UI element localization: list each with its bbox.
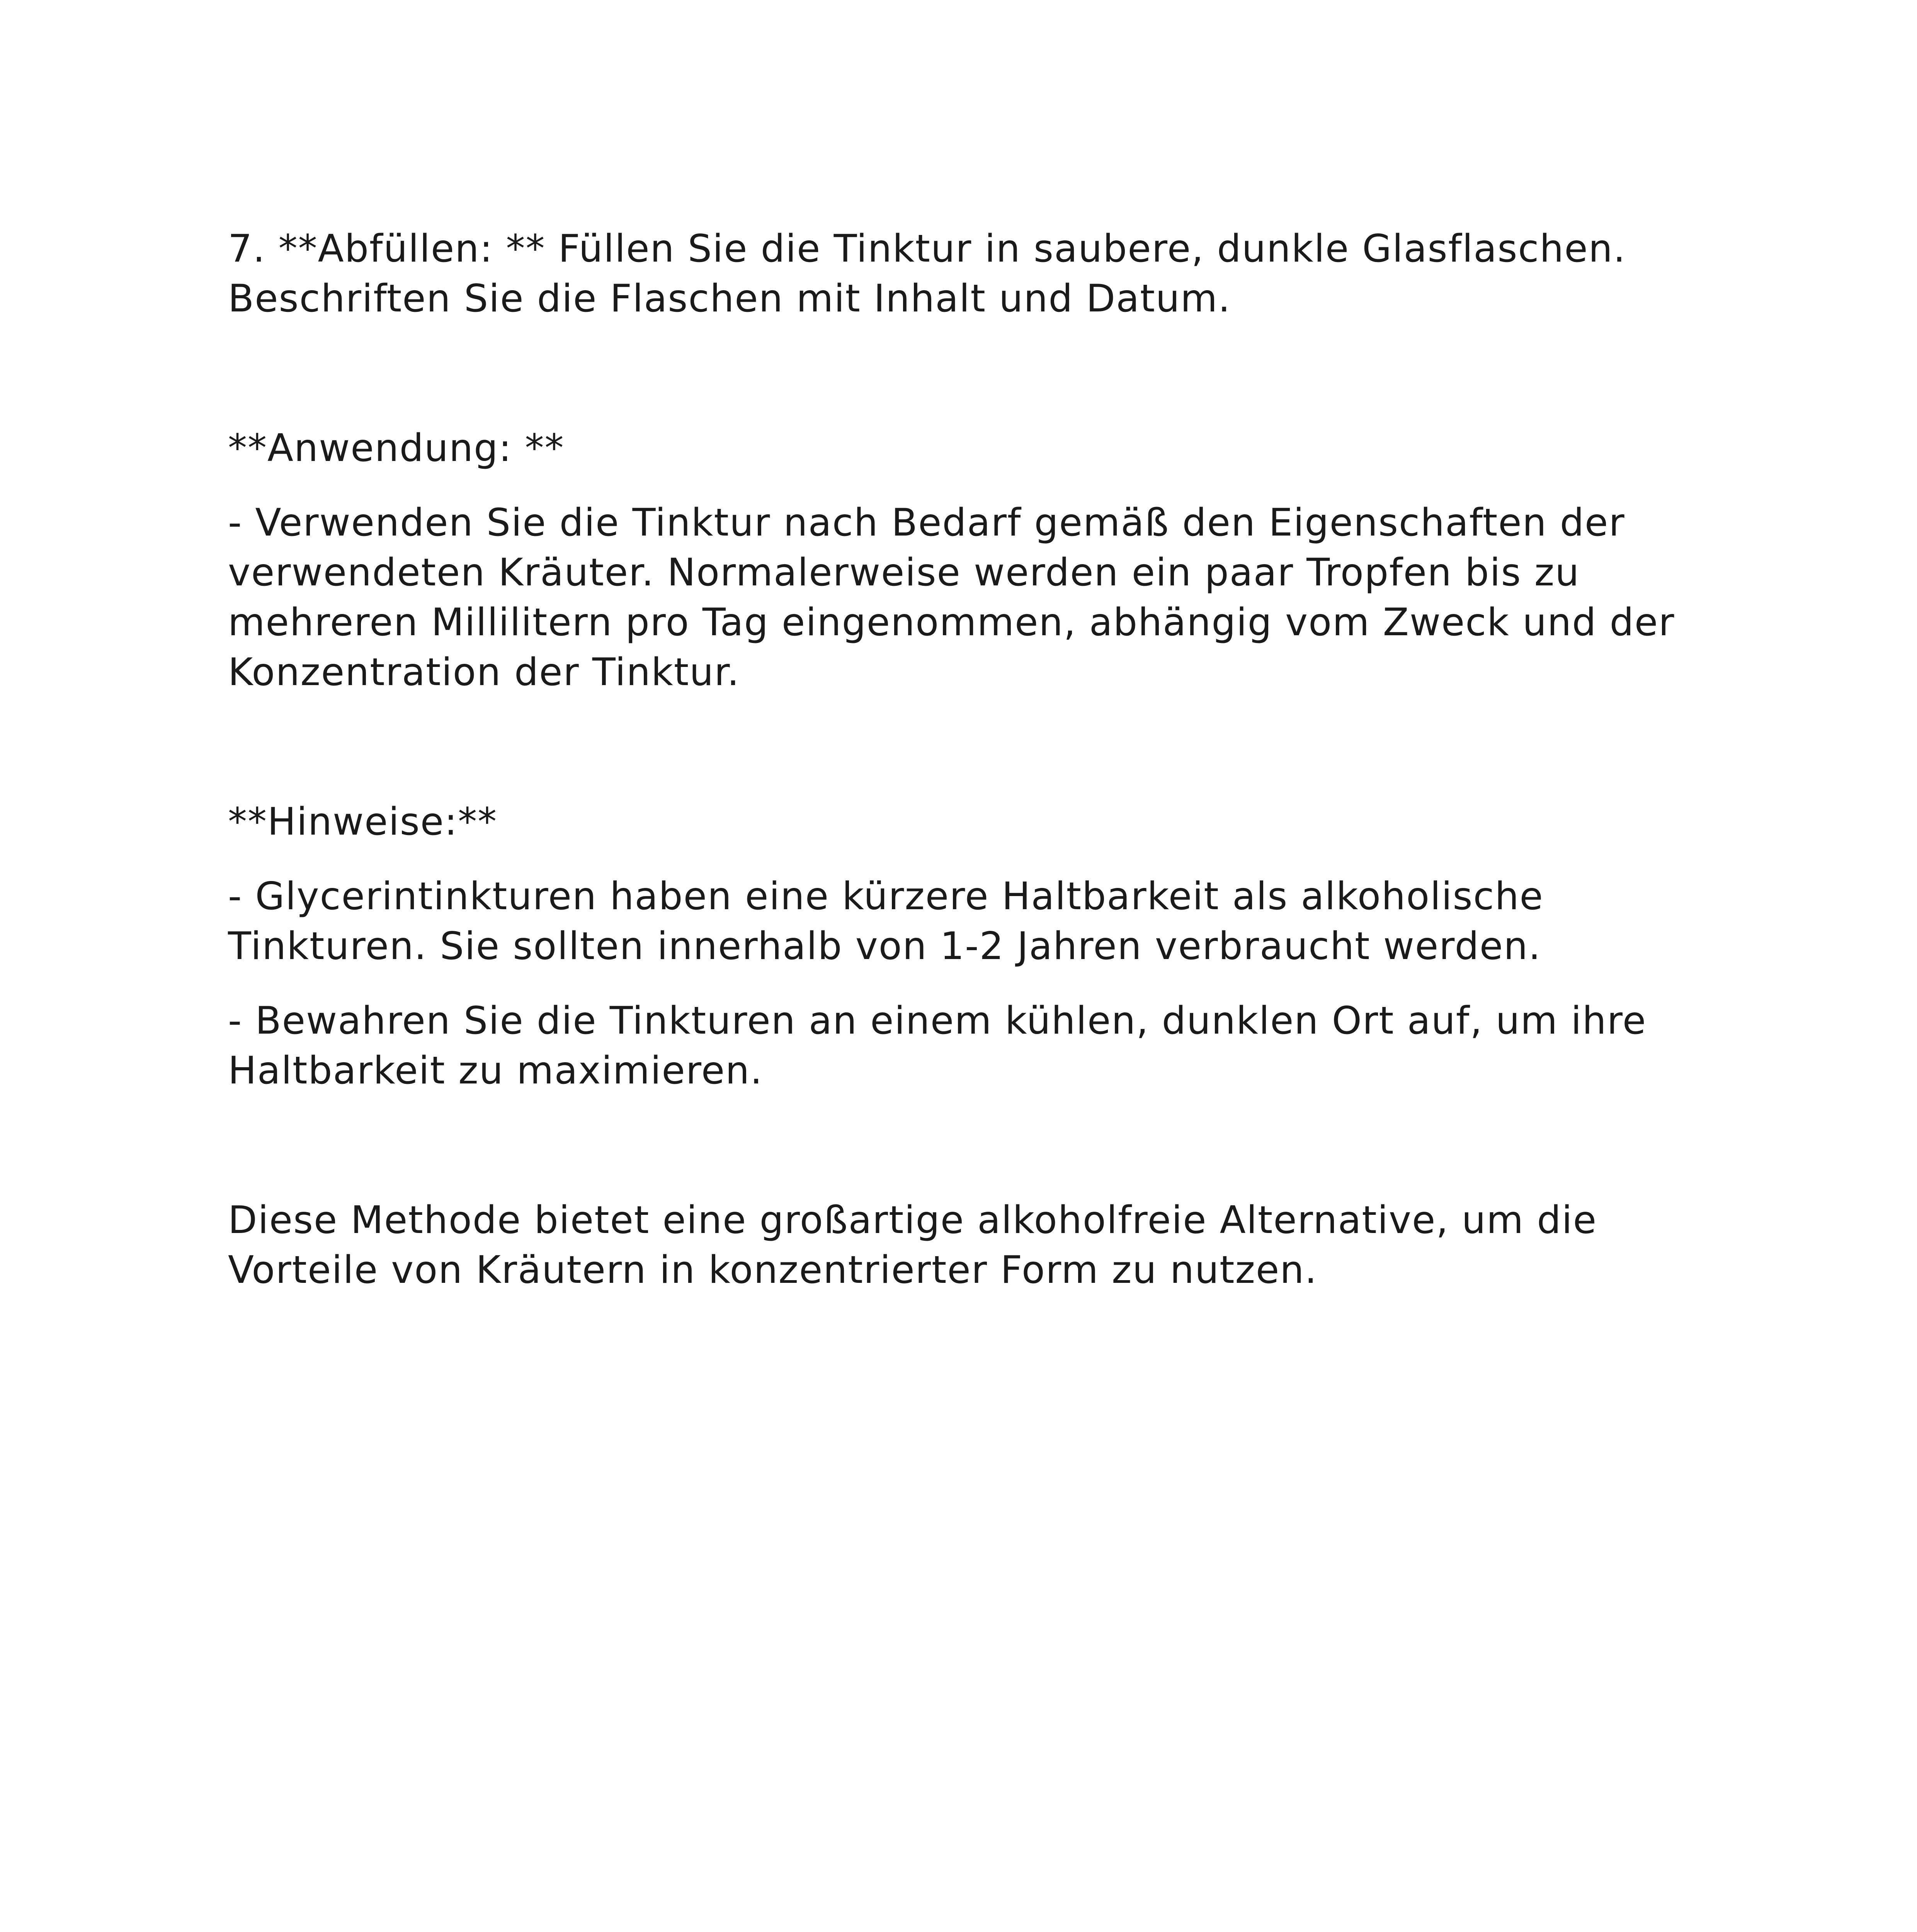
conclusion-paragraph bbox=[228, 1196, 1704, 1295]
text-line: Haltbarkeit zu maximieren. bbox=[228, 1049, 763, 1093]
hinweise-item bbox=[228, 872, 1704, 971]
text-line: - Glycerintinkturen haben eine kürzere Haltbarkeit als alkoholische bbox=[228, 874, 1544, 918]
text-line: mehreren Millilitern pro Tag eingenommen, abhängig vom Zweck und der bbox=[228, 600, 1675, 645]
text-line: - Verwenden Sie die Tinktur nach Bedarf gemäß den Eigenschaften der bbox=[228, 501, 1625, 545]
text-line: Tinkturen. Sie sollten innerhalb von 1-2 Jahren verbraucht werden. bbox=[228, 924, 1541, 968]
hinweise-item bbox=[228, 996, 1704, 1096]
anwendung-heading: **Anwendung: ** bbox=[228, 426, 565, 470]
anwendung-item bbox=[228, 498, 1704, 697]
page-body bbox=[228, 224, 1704, 1295]
step-7-paragraph bbox=[228, 224, 1704, 324]
text-line: - Bewahren Sie die Tinkturen an einem kühlen, dunklen Ort auf, um ihre bbox=[228, 999, 1647, 1043]
text-line: verwendeten Kräuter. Normalerweise werden ein paar Tropfen bis zu bbox=[228, 551, 1580, 595]
text-line: Konzentration der Tinktur. bbox=[228, 650, 740, 694]
text-line: Beschriften Sie die Flaschen mit Inhalt und Datum. bbox=[228, 277, 1231, 321]
hinweise-heading: **Hinweise:** bbox=[228, 800, 498, 844]
text-line: Vorteile von Kräutern in konzentrierter Form zu nutzen. bbox=[228, 1248, 1318, 1292]
text-line: 7. **Abfüllen: ** Füllen Sie die Tinktur in saubere, dunkle Glasflaschen. bbox=[228, 227, 1626, 271]
text-line: Diese Methode bietet eine großartige alkoholfreie Alternative, um die bbox=[228, 1198, 1597, 1242]
